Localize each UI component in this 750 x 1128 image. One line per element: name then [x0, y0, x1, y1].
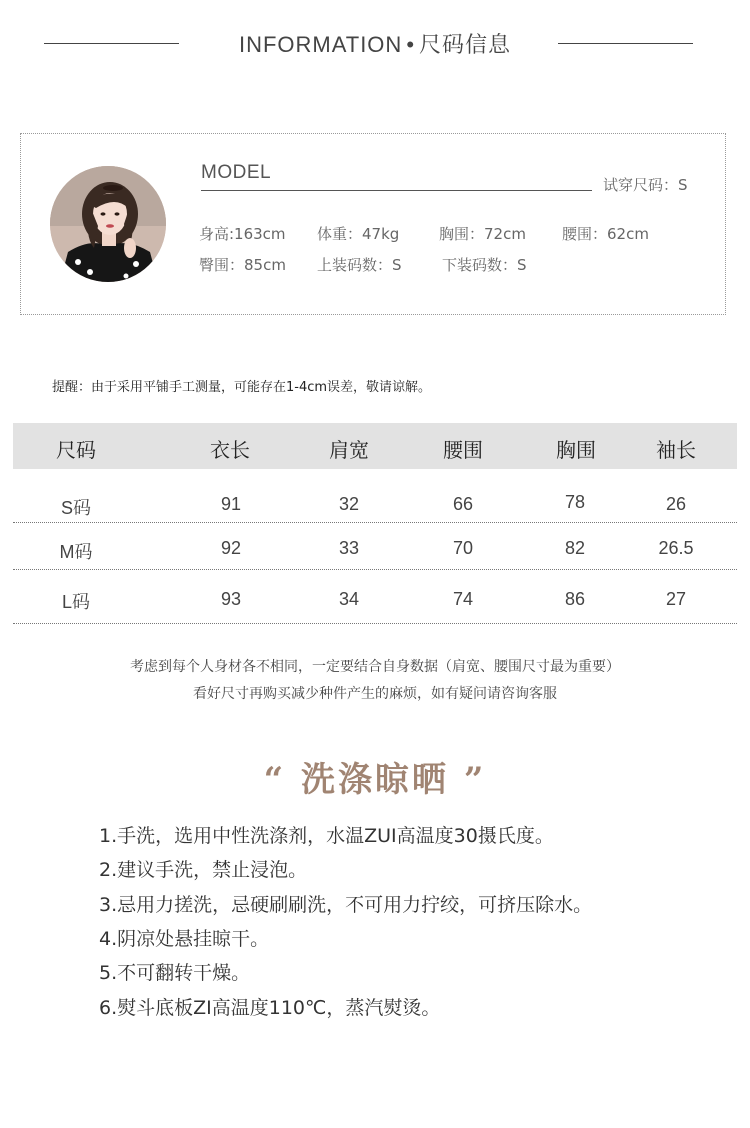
- cell-waist: 70: [452, 538, 474, 558]
- model-divider: [201, 190, 592, 191]
- cell-shoulder: 33: [338, 538, 360, 558]
- cell-shoulder: 32: [338, 494, 360, 514]
- wash-item: 2.建议手洗，禁止浸泡。: [99, 859, 308, 881]
- wash-section-title: [0, 752, 750, 801]
- col-header-size: 尺码: [56, 438, 96, 462]
- title-en: INFORMATION: [238, 32, 403, 57]
- title-dot: •: [406, 32, 416, 57]
- wash-item: 6.熨斗底板ZI高温度110℃，蒸汽熨烫。: [99, 997, 441, 1019]
- stat-weight: 体重：47kg: [317, 225, 400, 243]
- col-header-shoulder: 肩宽: [329, 438, 369, 462]
- cell-size: M码: [59, 542, 93, 562]
- wash-item: 1.手洗，选用中性洗涤剂，水温ZUI高温度30摄氏度。: [99, 825, 554, 847]
- wash-item: 3.忌用力搓洗，忌硬刷刷洗，不可用力拧绞，可挤压除水。: [99, 894, 593, 916]
- stat-hip: 臀围：85cm: [199, 256, 286, 274]
- cell-size: S码: [60, 498, 92, 518]
- cell-waist: 66: [452, 494, 474, 514]
- footnote-line-2: 看好尺寸再购买减少种件产生的麻烦，如有疑问请咨询客服: [193, 686, 557, 702]
- stat-height: 身高:163cm: [199, 225, 286, 243]
- measurement-note: 提醒：由于采用平铺手工测量，可能存在1-4cm误差，敬请谅解。: [52, 380, 432, 395]
- cell-sleeve: 27: [665, 589, 687, 609]
- row-divider: [13, 623, 737, 624]
- wash-item: 4.阴凉处悬挂晾干。: [99, 928, 270, 950]
- col-header-waist: 腰围: [443, 438, 483, 462]
- table-header-bar: [13, 423, 737, 469]
- cell-length: 91: [220, 494, 242, 514]
- cell-sleeve: 26: [665, 494, 687, 514]
- row-divider: [13, 569, 737, 570]
- model-card: [20, 133, 726, 315]
- cell-waist: 74: [452, 589, 474, 609]
- stat-bottom-size: 下装码数：S: [442, 256, 527, 274]
- cell-length: 92: [220, 538, 242, 558]
- cell-bust: 82: [564, 538, 586, 558]
- wash-item: 5.不可翻转干燥。: [99, 962, 251, 984]
- stat-top-size: 上装码数：S: [317, 256, 402, 274]
- col-header-bust: 胸围: [556, 438, 596, 462]
- col-header-length: 衣长: [210, 438, 250, 462]
- col-header-sleeve: 袖长: [656, 438, 696, 462]
- stat-bust: 胸围：72cm: [439, 225, 526, 243]
- cell-length: 93: [220, 589, 242, 609]
- stat-waist: 腰围：62cm: [562, 225, 649, 243]
- model-avatar: [50, 166, 166, 282]
- row-divider: [13, 522, 737, 523]
- quote-close: ”: [463, 760, 487, 800]
- quote-open: “: [263, 760, 287, 800]
- cell-bust: 78: [564, 492, 586, 512]
- cell-shoulder: 34: [338, 589, 360, 609]
- footnote-line-1: 考虑到每个人身材各不相同，一定要结合自身数据（肩宽、腰围尺寸最为重要）: [130, 659, 620, 675]
- model-photo-icon: [50, 166, 166, 282]
- cell-bust: 86: [564, 589, 586, 609]
- cell-sleeve: 26.5: [658, 538, 694, 558]
- model-label: MODEL: [201, 162, 272, 183]
- tryon-size: 试穿尺码：S: [603, 176, 688, 194]
- title-cn: 尺码信息: [419, 32, 512, 57]
- wash-title-text: 洗涤晾晒: [301, 760, 449, 800]
- page-title: [0, 28, 750, 59]
- cell-size: L码: [61, 592, 91, 612]
